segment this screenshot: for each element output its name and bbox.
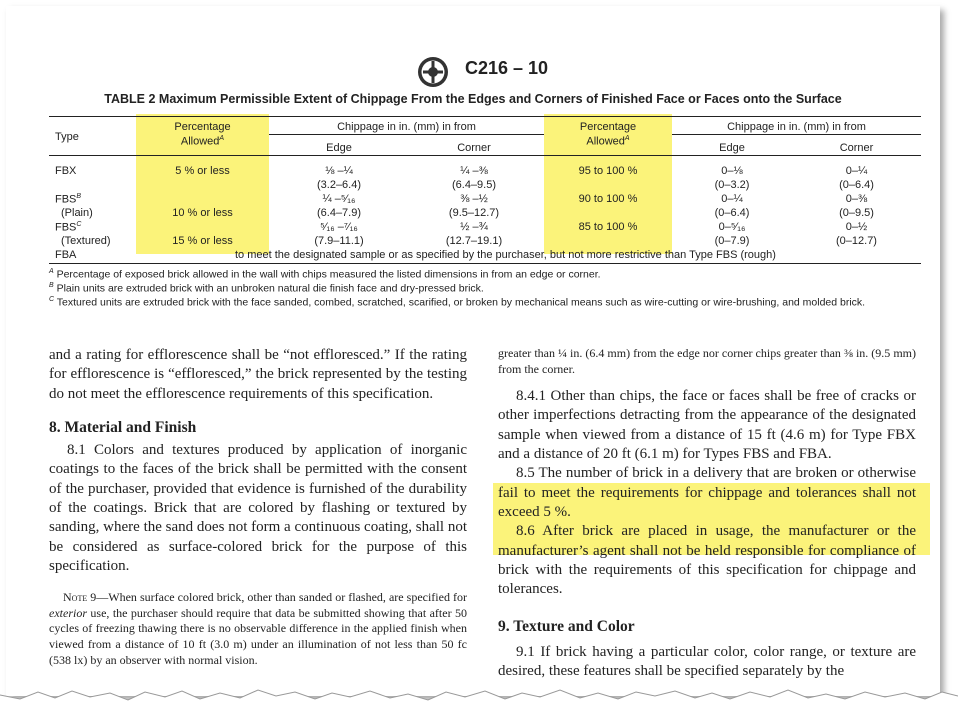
header-chippage-1: Chippage in in. (mm) in from: [337, 121, 476, 133]
row-fbs-textured-type: $FBS^C$: [55, 221, 82, 234]
row-fbs-plain-type2: (Plain): [61, 207, 93, 219]
designation: C216 – 10: [465, 58, 549, 78]
header-edge-2: Edge: [719, 142, 745, 154]
torn-edge-decoration: [0, 683, 958, 723]
header-corner-1: Corner: [457, 142, 491, 154]
row-fbs-textured-corner1mm: (12.7–19.1): [445, 235, 503, 247]
header-pct-1b: Allowed$^A$: [180, 135, 225, 148]
page-header: [6, 56, 940, 88]
row-fbx-pct2: 95 to 100 %: [578, 165, 638, 177]
row-fbs-textured-corner2mm: (0–12.7): [836, 235, 877, 247]
row-fbs-plain-edge1: ¼ –⁵⁄₁₆: [322, 193, 356, 205]
row-fba-text: to meet the designated sample or as specified by the purchaser, but not more restrictive than Type FBS (rough): [235, 249, 776, 261]
row-fbs-plain-corner1: ⅜ –½: [460, 193, 488, 205]
table-footnote-c: $^C$ Textured units are extruded brick with the face sanded, combed, scratched, scarified, or broken by mechanical means such as wire-cutting or wire-brushing, and molded brick.: [49, 296, 866, 309]
row-fbs-textured-type2: (Textured): [61, 235, 111, 247]
header-type: Type: [55, 131, 79, 143]
row-fbs-textured-pct1: 15 % or less: [172, 235, 233, 247]
table-rule-top: [49, 116, 921, 117]
header-pct-2b: Allowed$^A$: [586, 135, 630, 148]
row-fbx-edge1mm: (3.2–6.4): [316, 179, 362, 191]
paragraph-continued: greater than ¼ in. (6.4 mm) from the edge nor corner chips greater than ⅜ in. (9.5 mm) from the corner.: [498, 346, 916, 376]
astm-logo: [417, 56, 449, 88]
right-column: [498, 346, 916, 681]
table-footnote-a: $^A$ Percentage of exposed brick allowed in the wall with chips measured the listed dimensions in from an edge or corner.: [49, 268, 601, 281]
row-fbx-corner2mm: (0–6.4): [839, 179, 874, 191]
row-fbx-corner1mm: (6.4–9.5): [451, 179, 497, 191]
table-rule-sub-1: [269, 134, 544, 135]
note-9: Note 9—When surface colored brick, other than sanded or flashed, are specified for exterior use, the purchaser should require that data be submitted showing that after 50 cycles of freezing thawing there is no observable difference in the applied finish when viewed from a distance of 10 ft (3.0 m) under an illumination of not less than 50 fc (538 lx) by an observer with normal vision.: [49, 590, 467, 667]
row-fbs-textured-pct2: 85 to 100 %: [578, 221, 638, 233]
left-column: [49, 346, 467, 668]
row-fbs-plain-corner2mm: (0–9.5): [839, 207, 874, 219]
row-fbx-edge1: ⅛ –¼: [325, 165, 353, 177]
row-fbs-textured-edge2mm: (0–7.9): [714, 235, 750, 247]
paragraph-9-1: 9.1 If brick having a particular color, color range, or texture are desired, these features shall be specified separately by the: [498, 643, 916, 680]
row-fbs-textured-corner1: ½ –¾: [460, 221, 488, 233]
table-rule-sub-2: [672, 134, 921, 135]
row-fba-type: FBA: [55, 249, 77, 261]
row-fbx-corner1: ¼ –⅜: [460, 165, 488, 177]
document-page: [6, 6, 940, 696]
header-pct-1a: Percentage: [174, 121, 231, 133]
chippage-table: [49, 112, 921, 264]
row-fbx-type: FBX: [55, 165, 77, 177]
section-8-heading: 8. Material and Finish: [49, 418, 197, 436]
row-fbs-plain-edge1mm: (6.4–7.9): [316, 207, 362, 219]
table-rule-bottom: [49, 263, 921, 264]
row-fbs-plain-pct2: 90 to 100 %: [578, 193, 638, 205]
paragraph-8-1: 8.1 Colors and textures produced by application of inorganic coatings to the faces of the brick shall be permitted with the consent of the purchaser, provided that evidence is furnished of the durability of the coatings. Brick that are colored by flashing or textured by sanding, where the sand does not form a continuous coating, shall not be considered as surface-colored brick for the purpose of this specification.: [49, 442, 467, 574]
paragraph-8-5: 8.5 The number of brick in a delivery that are broken or otherwise fail to meet the requirements for chippage and tolerances shall not exceed 5 %.: [498, 465, 916, 520]
section-9-heading: 9. Texture and Color: [498, 618, 635, 636]
row-fbs-textured-corner2: 0–½: [845, 221, 868, 233]
header-edge-1: Edge: [326, 142, 352, 154]
paragraph-8-4-1: 8.4.1 Other than chips, the face or faces shall be free of cracks or other imperfections detracting from the appearance of the designated sample when viewed from a distance of 15 ft (4.6 m) for Type FBX and a distance of 20 ft (6.1 m) for Types FBS and FBA.: [498, 388, 916, 463]
row-fbx-pct1: 5 % or less: [175, 165, 230, 177]
table-rule-head: [49, 155, 921, 156]
row-fbs-plain-edge2: 0–¼: [721, 193, 743, 205]
row-fbs-plain-corner1mm: (9.5–12.7): [448, 207, 500, 219]
header-chippage-2: Chippage in in. (mm) in from: [727, 121, 866, 133]
row-fbx-corner2: 0–¼: [845, 165, 868, 177]
row-fbs-textured-edge1: ⁵⁄₁₆ –⁷⁄₁₆: [320, 221, 358, 233]
row-fbx-edge2: 0–⅛: [721, 165, 743, 177]
header-pct-2a: Percentage: [579, 121, 637, 133]
row-fbs-textured-edge2: 0–⁵⁄₁₆: [718, 221, 746, 233]
paragraph-8-6: 8.6 After brick are placed in usage, the manufacturer or the manufacturer’s agent shall not be held responsible for compliance of brick with the requirements of this specification for chippage and tolerances.: [498, 523, 916, 598]
paragraph-efflorescence: and a rating for efflorescence shall be “not effloresced.” If the rating for efflorescence is “effloresced,” the brick represented by the testing do not meet the efflorescence requirements of this specification.: [49, 347, 467, 402]
header-corner-2: Corner: [839, 142, 874, 154]
table-footnote-b: $^B$ Plain units are extruded brick with an unbroken natural die finish face and dry-pressed brick.: [49, 282, 484, 295]
row-fbs-textured-edge1mm: (7.9–11.1): [314, 235, 364, 247]
row-fbs-plain-type: $FBS^B$: [55, 193, 82, 206]
row-fbs-plain-pct1: 10 % or less: [172, 207, 233, 219]
row-fbs-plain-edge2mm: (0–6.4): [714, 207, 750, 219]
row-fbx-edge2mm: (0–3.2): [714, 179, 750, 191]
table-caption: TABLE 2 Maximum Permissible Extent of Chippage From the Edges and Corners of Finished Face or Faces onto the Surface: [104, 92, 842, 106]
row-fbs-plain-corner2: 0–⅜: [845, 193, 868, 205]
